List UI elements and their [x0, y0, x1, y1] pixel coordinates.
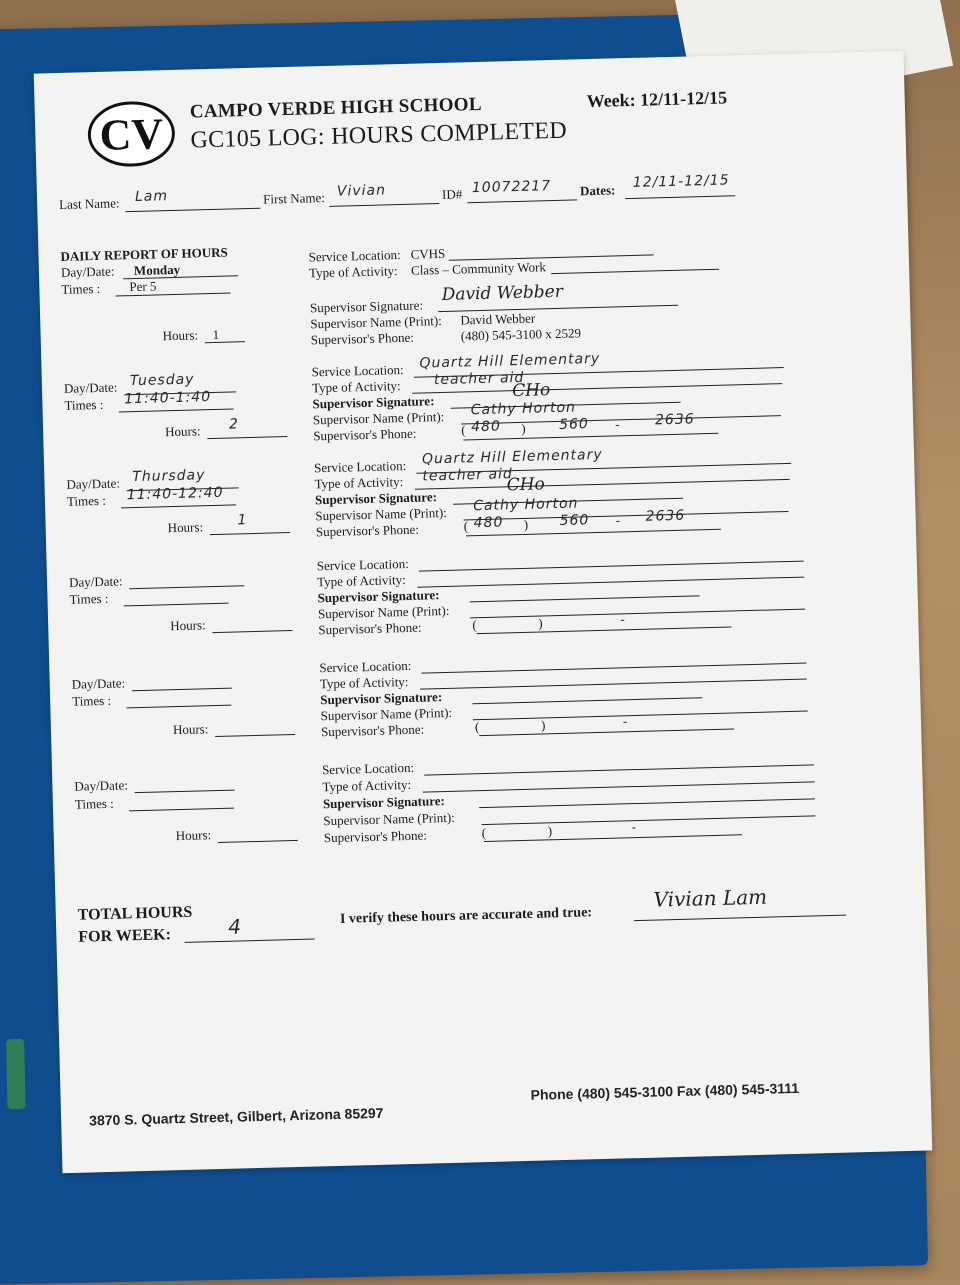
daily-report-heading: DAILY REPORT OF HOURS — [60, 244, 228, 264]
times-value[interactable]: Per 5 — [129, 278, 157, 295]
supervisor-phone-label: Supervisor's Phone: — [323, 827, 428, 846]
activity-line[interactable] — [423, 781, 815, 792]
student-signature-line — [634, 915, 846, 922]
hours-value[interactable]: 1 — [212, 326, 220, 342]
activity-value[interactable]: teacher aid — [433, 369, 525, 389]
supervisor-signature-label: Supervisor Signature: — [320, 689, 443, 708]
phone-dash: - — [615, 512, 621, 528]
school-logo — [86, 98, 176, 170]
phone-open-paren: ( — [463, 518, 469, 534]
phone-dash: - — [614, 416, 620, 432]
service-location-value[interactable]: CVHS — [410, 245, 446, 262]
service-location-line[interactable] — [422, 663, 807, 674]
school-address: 3870 S. Quartz Street, Gilbert, Arizona 85297 — [88, 1104, 384, 1129]
supervisor-name-label: Supervisor Name (Print): — [312, 408, 445, 428]
total-hours-label-2: FOR WEEK: — [78, 926, 172, 946]
phone-dash: - — [631, 819, 637, 835]
last-name-value[interactable]: Lam — [134, 188, 169, 205]
supervisor-phone-label: Supervisor's Phone: — [310, 329, 415, 348]
phone-close-paren: ) — [547, 823, 553, 839]
service-location-value[interactable]: Quartz Hill Elementary — [421, 446, 603, 468]
phone-open-paren: ( — [481, 824, 487, 841]
phone-line-value[interactable]: 2636 — [645, 507, 686, 525]
id-value[interactable]: 10072217 — [471, 178, 552, 197]
activity-label: Type of Activity: — [322, 776, 412, 795]
supervisor-phone-line[interactable] — [479, 728, 734, 736]
day-date-line[interactable] — [135, 790, 235, 794]
hours-line[interactable] — [212, 630, 292, 633]
supervisor-phone-label: Supervisor's Phone: — [318, 619, 422, 638]
supervisor-signature-value[interactable]: David Webber — [441, 281, 564, 305]
supervisor-name-label: Supervisor Name (Print): — [323, 809, 455, 829]
times-value[interactable]: 11:40-1:40 — [124, 389, 212, 408]
supervisor-phone-line — [466, 529, 721, 537]
phone-open-paren: ( — [472, 617, 477, 633]
phone-close-paren: ) — [523, 516, 529, 532]
activity-label: Type of Activity: — [319, 673, 409, 692]
service-location-label: Service Location: — [316, 555, 409, 574]
day-date-label: Day/Date: — [74, 777, 129, 794]
activity-value[interactable]: teacher aid — [422, 466, 514, 485]
supervisor-signature-value[interactable]: CHo — [511, 380, 551, 402]
day-date-value[interactable]: Monday — [133, 261, 181, 279]
verify-label: I verify these hours are accurate and true: — [339, 905, 593, 927]
supervisor-signature-label: Supervisor Signature: — [317, 587, 440, 606]
supervisor-name-value[interactable]: Cathy Horton — [473, 495, 579, 515]
day-date-line[interactable] — [132, 688, 232, 692]
supervisor-signature-label: Supervisor Signature: — [314, 489, 438, 508]
times-line — [119, 408, 234, 412]
day-date-label: Day/Date: — [60, 263, 115, 280]
folder-strip — [6, 1039, 25, 1109]
supervisor-name-label: Supervisor Name (Print): — [317, 602, 450, 622]
hours-label: Hours: — [170, 617, 206, 634]
day-date-value[interactable]: Thursday — [132, 467, 206, 486]
hours-line — [207, 436, 287, 439]
phone-close-paren: ) — [538, 615, 543, 631]
service-location-line — [449, 254, 654, 260]
supervisor-signature-value[interactable]: CHo — [506, 474, 546, 496]
phone-close-paren: ) — [521, 420, 526, 436]
first-name-line — [329, 203, 439, 207]
student-signature[interactable]: Vivian Lam — [653, 884, 768, 912]
times-label: Times : — [61, 280, 101, 297]
times-label: Times : — [74, 795, 114, 812]
supervisor-phone-line[interactable] — [477, 627, 732, 635]
service-location-label: Service Location: — [308, 247, 401, 265]
activity-value[interactable]: Class – Community Work — [410, 259, 547, 278]
times-line[interactable] — [126, 705, 231, 709]
svg-text:CV: CV — [98, 109, 164, 160]
supervisor-signature-label: Supervisor Signature: — [312, 393, 435, 412]
day-date-label: Day/Date: — [63, 379, 118, 396]
hours-value[interactable]: 1 — [237, 512, 248, 529]
day-date-label: Day/Date: — [66, 475, 121, 492]
service-location-line[interactable] — [419, 561, 804, 572]
supervisor-name-value[interactable]: Cathy Horton — [470, 399, 577, 419]
times-line[interactable] — [124, 603, 229, 607]
hours-line[interactable] — [215, 734, 295, 737]
activity-line — [551, 269, 719, 274]
log-title: GC105 LOG: HOURS COMPLETED — [190, 117, 568, 154]
supervisor-phone-label: Supervisor's Phone: — [313, 425, 417, 444]
hours-value[interactable]: 2 — [228, 416, 240, 433]
id-label: ID# — [441, 186, 463, 202]
times-label: Times : — [72, 692, 112, 709]
times-label: Times : — [69, 590, 109, 607]
school-name: CAMPO VERDE HIGH SCHOOL — [189, 93, 483, 123]
phone-line-value[interactable]: 2636 — [654, 411, 695, 429]
supervisor-signature-line — [438, 305, 678, 312]
activity-label: Type of Activity: — [308, 263, 398, 281]
supervisor-phone-line — [463, 433, 718, 441]
first-name-value[interactable]: Vivian — [336, 182, 387, 200]
activity-line[interactable] — [417, 577, 804, 588]
phone-open-paren: ( — [474, 719, 480, 735]
last-name-label: Last Name: — [58, 195, 120, 212]
total-hours-label: TOTAL HOURS — [77, 903, 193, 924]
phone-close-paren: ) — [540, 717, 546, 733]
dates-value[interactable]: 12/11-12/15 — [632, 172, 730, 191]
supervisor-name-value[interactable]: David Webber — [460, 310, 536, 328]
phone-prefix-value[interactable]: 560 — [558, 416, 590, 433]
activity-label: Type of Activity: — [316, 572, 406, 590]
total-hours-line — [185, 939, 315, 943]
service-location-line[interactable] — [424, 764, 814, 775]
supervisor-signature-label: Supervisor Signature: — [309, 297, 424, 316]
hours-line — [205, 341, 245, 343]
supervisor-name-line[interactable] — [470, 609, 805, 619]
supervisor-signature-line[interactable] — [479, 798, 815, 808]
phone-area-value[interactable]: 480 — [470, 418, 502, 436]
activity-line[interactable] — [420, 679, 807, 690]
service-location-value[interactable]: Quartz Hill Elementary — [419, 350, 601, 372]
activity-label: Type of Activity: — [314, 474, 404, 492]
times-label: Times : — [66, 492, 107, 509]
service-location-label: Service Location: — [319, 657, 412, 676]
service-location-label: Service Location: — [311, 361, 404, 380]
service-location-label: Service Location: — [313, 457, 407, 476]
supervisor-signature-label: Supervisor Signature: — [322, 793, 446, 812]
supervisor-phone-value[interactable]: (480) 545-3100 x 2529 — [460, 325, 582, 344]
phone-dash: - — [620, 611, 625, 627]
supervisor-name-label: Supervisor Name (Print): — [315, 504, 447, 524]
week-range: Week: 12/11-12/15 — [586, 87, 728, 112]
times-label: Times : — [64, 396, 104, 413]
supervisor-signature-line[interactable] — [472, 697, 702, 704]
day-date-label: Day/Date: — [71, 675, 126, 692]
phone-open-paren: ( — [461, 422, 466, 438]
phone-dash: - — [622, 713, 628, 729]
hours-label: Hours: — [162, 327, 199, 344]
school-contact: Phone (480) 545-3100 Fax (480) 545-3111 — [530, 1079, 800, 1103]
supervisor-phone-label: Supervisor's Phone: — [320, 721, 425, 740]
hours-label: Hours: — [175, 827, 212, 844]
supervisor-signature-line[interactable] — [470, 595, 700, 602]
supervisor-name-line[interactable] — [482, 815, 816, 825]
last-name-line — [125, 208, 260, 213]
day-date-value[interactable]: Tuesday — [129, 371, 195, 390]
supervisor-name-line[interactable] — [473, 711, 808, 721]
activity-label: Type of Activity: — [311, 378, 401, 396]
dates-line — [625, 195, 735, 199]
hours-line[interactable] — [218, 840, 298, 843]
supervisor-name-label: Supervisor Name (Print): — [310, 312, 442, 332]
phone-area-value[interactable]: 480 — [473, 514, 504, 532]
log-sheet — [34, 51, 932, 1173]
phone-prefix-value[interactable]: 560 — [559, 512, 590, 529]
supervisor-phone-label: Supervisor's Phone: — [315, 521, 420, 540]
hours-label: Hours: — [164, 423, 201, 440]
dates-label: Dates: — [579, 182, 616, 199]
times-line[interactable] — [129, 808, 234, 812]
day-date-label: Day/Date: — [68, 573, 123, 590]
supervisor-phone-line[interactable] — [484, 834, 742, 842]
service-location-label: Service Location: — [321, 759, 415, 778]
times-value[interactable]: 11:40-12:40 — [126, 484, 224, 504]
hours-label: Hours: — [167, 519, 204, 536]
day-date-line[interactable] — [129, 585, 244, 589]
id-line — [467, 199, 577, 203]
total-hours-value[interactable]: 4 — [227, 914, 243, 939]
supervisor-name-label: Supervisor Name (Print): — [320, 704, 453, 724]
times-line — [121, 504, 236, 508]
first-name-label: First Name: — [262, 190, 326, 207]
hours-line — [210, 532, 290, 535]
hours-label: Hours: — [172, 721, 209, 738]
